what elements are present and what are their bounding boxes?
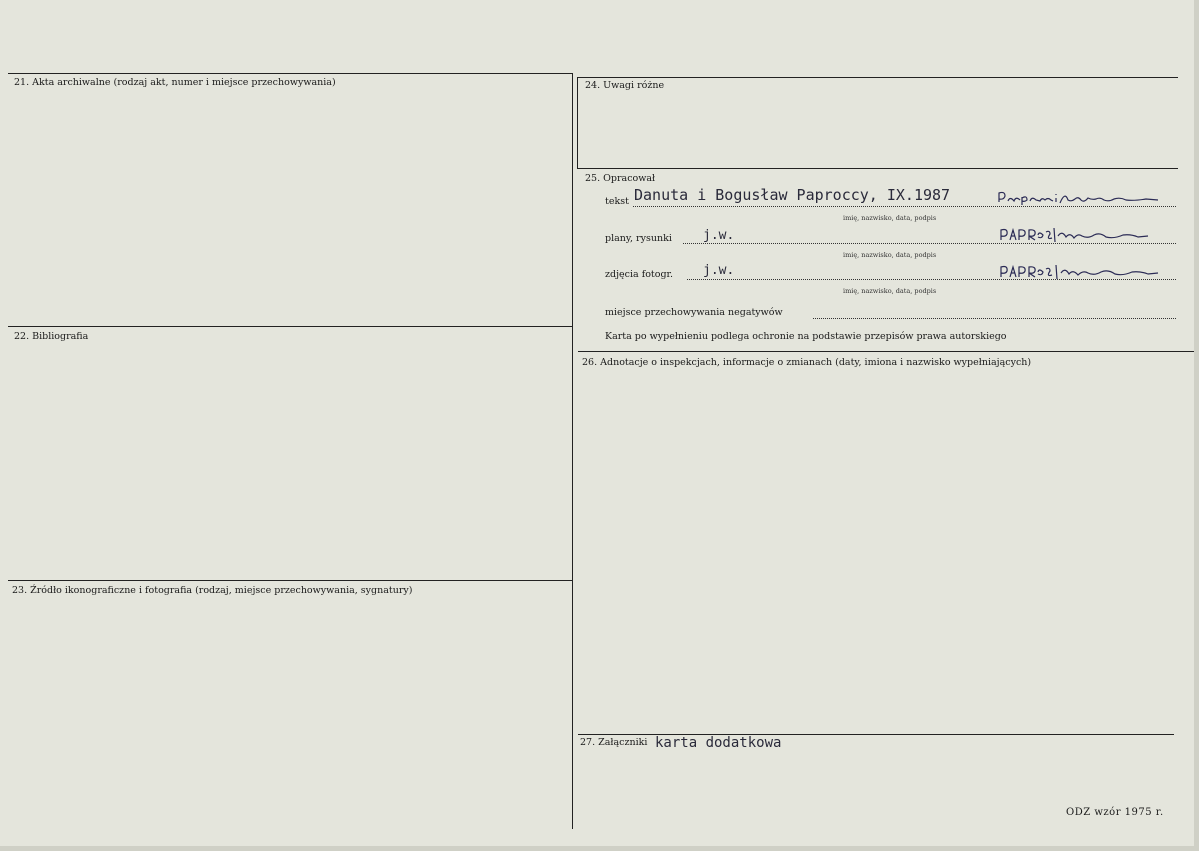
s24-top-rule [578,77,1178,78]
s27-label: 27. Załączniki [580,737,648,748]
plany-value: j.w. [703,228,735,243]
column-divider [572,73,573,829]
scan-right-edge [1194,0,1199,851]
s23-label: 23. Źródło ikonograficzne i fotografia (rodzaj, miejsce przechowywania, sygnatury) [12,585,413,596]
zdjecia-label: zdjęcia fotogr. [605,269,674,280]
s26-top-rule [578,351,1198,352]
tekst-caption: imię, nazwisko, data, podpis [843,214,937,222]
s24-label: 24. Uwagi różne [585,80,665,91]
zdjecia-caption: imię, nazwisko, data, podpis [843,287,937,295]
s21-top-rule [8,73,573,74]
signature-zdjecia [998,261,1168,283]
signature-tekst [996,188,1166,210]
s26-label: 26. Adnotacje o inspekcjach, informacje o zmianach (daty, imiona i nazwisko wypełniających) [582,357,1032,368]
plany-label: plany, rysunki [605,233,672,244]
tekst-value: Danuta i Bogusław Paproccy, IX.1987 [634,186,951,204]
zdjecia-value: j.w. [703,263,735,278]
signature-plany [998,224,1153,246]
s22-top-rule [8,326,573,327]
s24-left-rule [577,77,578,169]
s25-label: 25. Opracował [585,173,656,184]
plany-caption: imię, nazwisko, data, podpis [843,251,937,259]
scan-bottom-edge [0,846,1199,851]
form-footer: ODZ wzór 1975 r. [1066,807,1164,818]
miejsce-label: miejsce przechowywania negatywów [605,307,783,318]
s22-label: 22. Bibliografia [14,331,89,342]
miejsce-dotted-line [813,318,1176,319]
s23-top-rule [8,580,573,581]
s25-top-rule [578,168,1178,169]
s27-value: karta dodatkowa [655,735,782,751]
copyright-note: Karta po wypełnieniu podlega ochronie na podstawie przepisów prawa autorskiego [605,331,1007,342]
s21-label: 21. Akta archiwalne (rodzaj akt, numer i miejsce przechowywania) [14,77,336,88]
tekst-label: tekst [605,196,629,207]
